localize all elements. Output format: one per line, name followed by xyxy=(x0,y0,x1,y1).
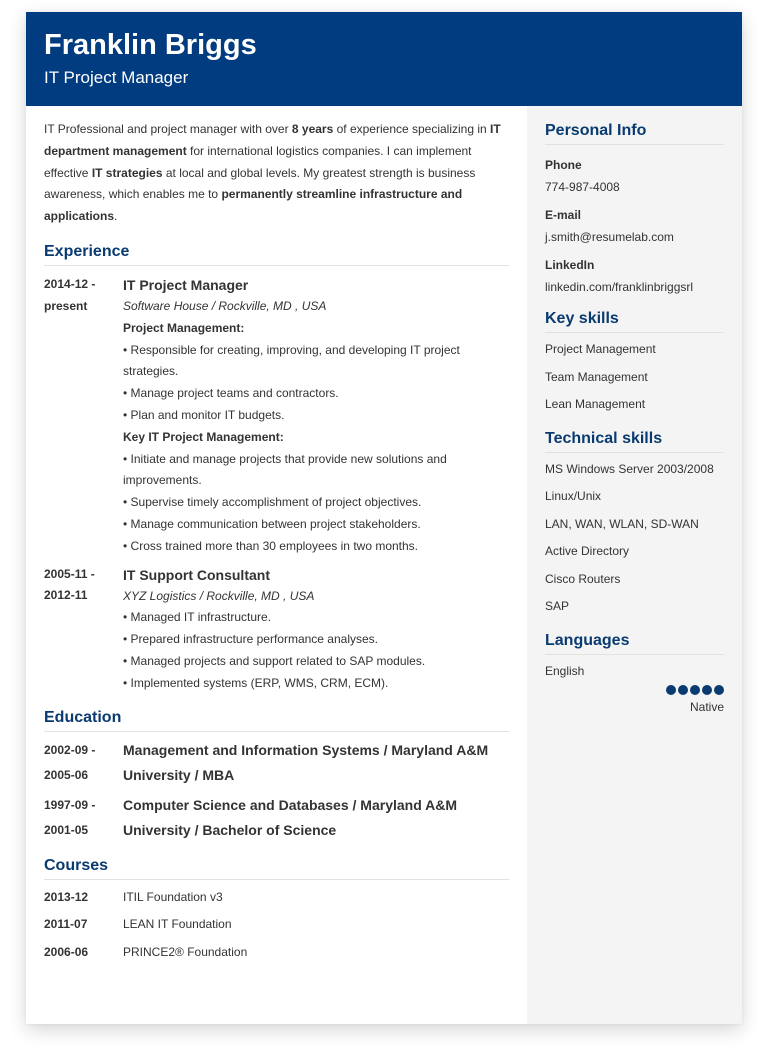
info-linkedin xyxy=(545,257,724,295)
experience-dates xyxy=(44,274,123,558)
rating-dot-icon xyxy=(666,685,676,695)
rating-dot-icon xyxy=(678,685,688,695)
course-name: ITIL Foundation v3 xyxy=(123,889,223,904)
course-item xyxy=(44,884,509,912)
experience-item xyxy=(44,274,509,558)
education-dates xyxy=(44,793,123,843)
language-level: Native xyxy=(689,700,724,714)
experience-role: IT Support Consultant xyxy=(123,566,270,583)
section-title-personal-info: Personal Info xyxy=(545,122,724,145)
language-name: English xyxy=(545,663,585,678)
phone-label: Phone xyxy=(545,158,582,172)
experience-body xyxy=(123,564,509,695)
rating-dot-icon xyxy=(714,685,724,695)
key-skill-item: Project Management xyxy=(545,342,656,356)
sidebar xyxy=(527,106,742,1024)
course-date: 2011-07 xyxy=(44,917,88,932)
courses-list xyxy=(44,884,509,967)
experience-bullet: • Initiate and manage projects that provide new solutions and improvements. xyxy=(123,451,447,488)
date-end: 2001-05 xyxy=(44,822,89,837)
summary-bold: IT department management xyxy=(44,122,501,158)
key-skill-item: Lean Management xyxy=(545,397,646,411)
experience-dates xyxy=(44,564,123,695)
course-item xyxy=(44,939,509,967)
info-email xyxy=(545,207,724,245)
experience-bullet: • Supervise timely accomplishment of project objectives. xyxy=(123,495,422,510)
experience-bullet: • Responsible for creating, improving, and developing IT project strategies. xyxy=(123,342,460,379)
experience-role: IT Project Manager xyxy=(123,276,249,293)
course-name: PRINCE2® Foundation xyxy=(123,944,248,959)
email-label: E-mail xyxy=(545,208,582,222)
section-title-courses: Courses xyxy=(44,857,509,880)
summary-text: at local and global levels. My greatest strength is business awareness, which enables me to xyxy=(44,165,476,202)
summary xyxy=(44,119,509,228)
technical-skill-item: Active Directory xyxy=(545,544,630,558)
course-item xyxy=(44,911,509,939)
candidate-name: Franklin Briggs xyxy=(44,29,257,61)
summary-text: IT Professional and project manager with over xyxy=(44,122,292,136)
technical-skill-item: SAP xyxy=(545,599,570,613)
technical-skill-item: LAN, WAN, WLAN, SD-WAN xyxy=(545,516,699,531)
linkedin-label: LinkedIn xyxy=(545,258,595,272)
info-phone xyxy=(545,157,724,195)
technical-skill-item: Cisco Routers xyxy=(545,571,621,586)
education-degree: Management and Information Systems / Maryland A&M University / MBA xyxy=(123,741,489,783)
section-title-key-skills: Key skills xyxy=(545,310,724,333)
section-title-technical-skills: Technical skills xyxy=(545,430,724,453)
date-end: 2012-11 xyxy=(44,588,88,603)
experience-bullet: • Plan and monitor IT budgets. xyxy=(123,407,285,422)
date-start: 2005-11 - xyxy=(44,566,95,581)
summary-text: of experience specializing in xyxy=(333,122,491,136)
candidate-title: IT Project Manager xyxy=(44,68,189,87)
experience-company: XYZ Logistics / Rockville, MD , USA xyxy=(123,588,315,603)
technical-skill-item: Linux/Unix xyxy=(545,489,602,503)
resume-sheet xyxy=(26,12,742,1024)
experience-bullet: • Manage communication between project stakeholders. xyxy=(123,516,421,531)
experience-subheading: Project Management: xyxy=(123,320,245,335)
language-rating xyxy=(545,685,724,695)
date-start: 2002-09 - xyxy=(44,742,96,757)
experience-body xyxy=(123,274,509,558)
summary-bold: 8 years xyxy=(291,122,334,136)
technical-skills-list xyxy=(545,456,724,621)
rating-dot-icon xyxy=(690,685,700,695)
rating-dot-icon xyxy=(702,685,712,695)
experience-item xyxy=(44,564,509,695)
course-name: LEAN IT Foundation xyxy=(123,917,232,932)
education-degree: Computer Science and Databases / Maryland A&M University / Bachelor of Science xyxy=(123,796,458,838)
summary-bold: permanently streamline infrastructure and applications xyxy=(44,187,463,224)
key-skills-list xyxy=(545,336,724,419)
experience-bullet: • Manage project teams and contractors. xyxy=(123,386,339,401)
technical-skill-item: MS Windows Server 2003/2008 xyxy=(545,461,714,476)
summary-text: for international logistics companies. I can implement effective xyxy=(44,143,472,180)
experience-bullet: • Prepared infrastructure performance analyses. xyxy=(123,632,378,647)
experience-company: Software House / Rockville, MD , USA xyxy=(123,298,327,313)
phone-value: 774-987-4008 xyxy=(545,180,620,194)
experience-bullet: • Implemented systems (ERP, WMS, CRM, ECM). xyxy=(123,675,389,690)
summary-bold: IT strategies xyxy=(91,165,163,180)
summary-text: . xyxy=(114,209,118,224)
experience-bullet: • Managed projects and support related to SAP modules. xyxy=(123,653,426,668)
date-end: 2005-06 xyxy=(44,767,89,782)
course-date: 2006-06 xyxy=(44,944,89,959)
main-column xyxy=(26,106,527,1024)
education-item xyxy=(44,738,509,788)
education-dates xyxy=(44,738,123,788)
resume-header xyxy=(26,12,742,106)
section-title-education: Education xyxy=(44,709,509,732)
experience-bullet: • Managed IT infrastructure. xyxy=(123,610,272,625)
section-title-languages: Languages xyxy=(545,632,724,655)
date-start: 2014-12 - xyxy=(44,276,96,291)
education-item xyxy=(44,793,509,843)
date-start: 1997-09 - xyxy=(44,797,96,812)
section-title-experience: Experience xyxy=(44,243,509,266)
language-item xyxy=(545,658,724,716)
linkedin-value: linkedin.com/franklinbriggsrl xyxy=(545,280,694,294)
course-date: 2013-12 xyxy=(44,889,89,904)
experience-subheading: Key IT Project Management: xyxy=(123,429,284,444)
experience-bullet: • Cross trained more than 30 employees in two months. xyxy=(123,538,419,553)
email-value: j.smith@resumelab.com xyxy=(545,230,674,244)
date-end: present xyxy=(44,298,88,313)
key-skill-item: Team Management xyxy=(545,369,648,384)
